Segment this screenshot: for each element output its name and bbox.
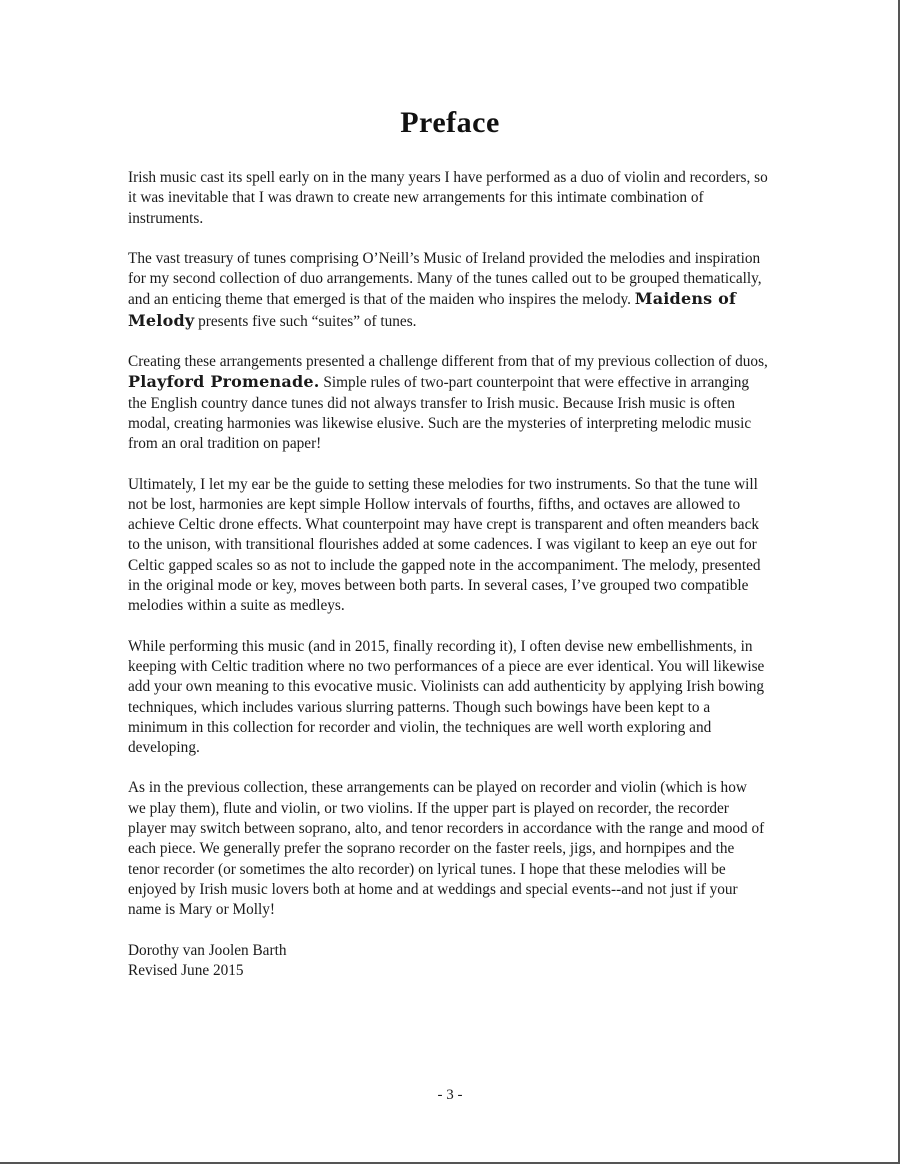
preface-body (128, 168, 768, 981)
paragraph-5: While performing this music (and in 2015, finally recording it), I often devise new embellishments, in keeping with Celtic tradition where no two performances of a piece are ever identical. You will likewise add your own meaning to this evocative music. Violinists can add authenticity by applying Irish bowing techniques, which includes various slurring patterns. Though such bowings have been kept to a minimum in this collection for recorder and violin, the techniques are well worth exploring and developing. (128, 637, 765, 757)
page-number: - 3 - (437, 1087, 463, 1103)
author-name: Dorothy van Joolen Barth (128, 941, 287, 959)
signature-block (128, 941, 768, 982)
paragraph-4: Ultimately, I let my ear be the guide to setting these melodies for two instruments. So that the tune will not be lost, harmonies are kept simple Hollow intervals of fourths, fifths, and octaves are allowed to achieve Celtic drone effects. What counterpoint may have crept is transparent and often meanders back to the unison, with transitional flourishes added at some cadences. I was vigilant to keep an eye out for Celtic gapped scales so as not to include the gapped note in the accompaniment. The melody, presented in the original mode or key, moves between both parts. In several cases, I’ve grouped two compatible melodies within a suite as medleys. (128, 475, 761, 615)
page-title: Preface (400, 106, 500, 139)
paragraph-3 (128, 352, 768, 454)
book-title-maidens-of-melody: Maidens of Melody (128, 289, 737, 330)
paragraph-2-text-before: The vast treasury of tunes comprising O’Neill’s Music of Ireland provided the melodies and inspiration for my second collection of duo arrangements. Many of the tunes called out to be grouped thematically, and an enticing theme that emerged is that of the maiden who inspires the melody. (128, 249, 762, 309)
paragraph-2 (128, 249, 768, 332)
paragraph-3-text-before: Creating these arrangements presented a challenge different from that of my previous collection of duos, (128, 353, 768, 371)
revision-date: Revised June 2015 (128, 961, 244, 979)
paragraph-2-text-after: presents five such “suites” of tunes. (194, 312, 417, 330)
paragraph-3-text-after: Simple rules of two-part counterpoint that were effective in arranging the English country dance tunes did not always transfer to Irish music. Because Irish music is often modal, creating harmonies was likewise elusive. Such are the mysteries of interpreting melodic music from an oral tradition on paper! (128, 374, 752, 453)
paragraph-1: Irish music cast its spell early on in the many years I have performed as a duo of violin and recorders, so it was inevitable that I was drawn to create new arrangements for this intimate combination of instruments. (128, 169, 768, 227)
book-title-playford-promenade: Playford Promenade. (128, 372, 320, 392)
paragraph-6: As in the previous collection, these arrangements can be played on recorder and violin (which is how we play them), flute and violin, or two violins. If the upper part is played on recorder, the recorder player may switch between soprano, alto, and tenor recorders in accordance with the range and mood of each piece. We generally prefer the soprano recorder on the faster reels, jigs, and hornpipes and the tenor recorder (or sometimes the alto recorder) on lyrical tunes. I hope that these melodies will be enjoyed by Irish music lovers both at home and at weddings and special events--and not just if your name is Mary or Molly! (128, 779, 765, 919)
